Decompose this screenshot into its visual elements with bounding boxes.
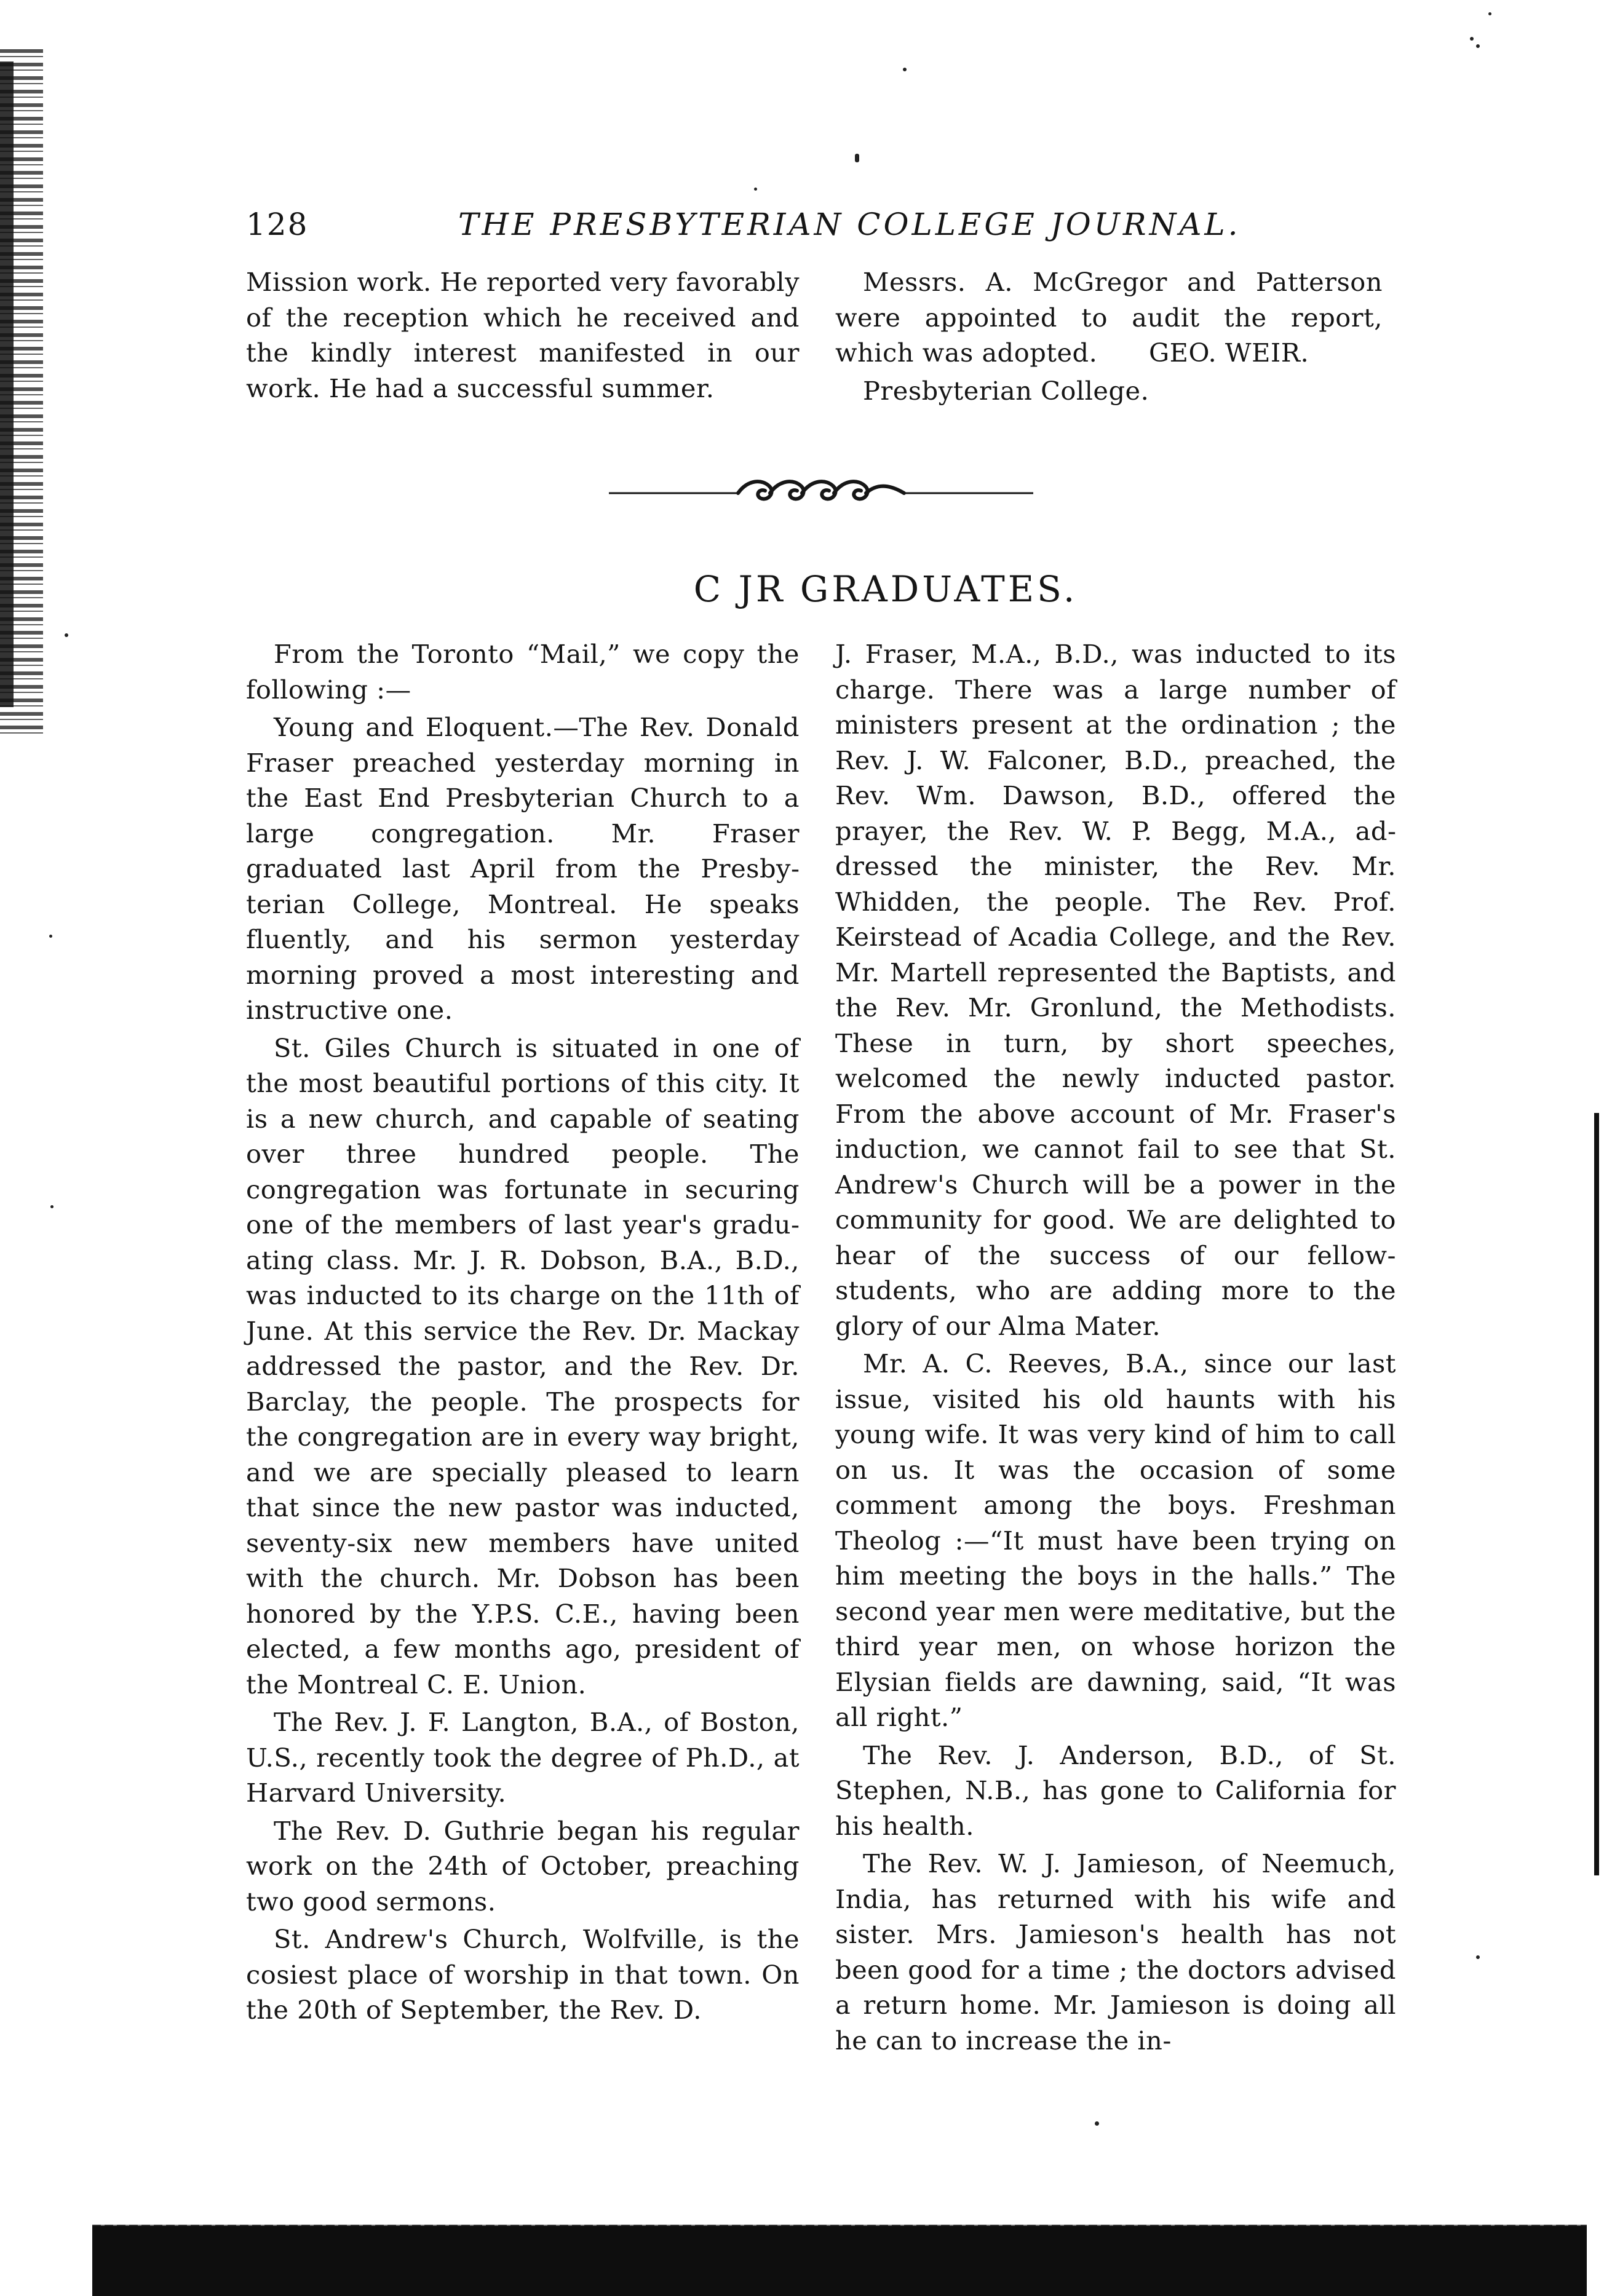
- bottom-scan-bar: [92, 2226, 1587, 2296]
- article-paragraph: The Rev. J. F. Langton, B.A., of Boston, U.S., recently took the degree of Ph.D., at Harvard University.: [246, 1707, 800, 1808]
- running-header: [246, 203, 1402, 258]
- speck: [1470, 37, 1474, 41]
- speck: [1476, 44, 1480, 48]
- top-left-column: [246, 264, 800, 406]
- signature-affiliation: Presbyterian College.: [863, 375, 1149, 406]
- article-paragraph: Mr. A. C. Reeves, B.A., since our last issue, visited his old haunts with his young wife. It was very kind of him to call on us. It was the occasion of some comment among the boys. Freshman Theolog :—“It must have been trying on him meeting the boys in the halls.” The second year men were meditative, but the third year men, on whose horizon the Elysian fields are dawning, said, “It was all right.”: [835, 1348, 1396, 1732]
- article-paragraph: From the Toronto “Mail,” we copy the following :—: [246, 639, 800, 705]
- article-paragraph: The Rev. W. J. Jamieson, of Neemuch, India, has returned with his wife and sister. Mrs. Jamieson's health has not been good for a time ; the doctors advised a return home. Mr. Jamieson is doing all he can to increase the in-: [835, 1848, 1396, 2056]
- speck: [1095, 2121, 1099, 2126]
- article-paragraph: St. Giles Church is situated in one of the most beautiful portions of this city. It is a new church, and capable of seating over three hundred people. The congregation was fortunate in securing one of the members of last year's graduating class. Mr. J. R. Dobson, B.A., B.D., was inducted to its charge on the 11th of June. At this service the Rev. Dr. Mackay addressed the pastor, and the Rev. Dr. Barclay, the people. The prospects for the congregation are in every way bright, and we are specially pleased to learn that since the new pastor was inducted, seventy-six new members have united with the church. Mr. Dobson has been honored by the Y.P.S. C.E., having been elected, a few months ago, president of the Montreal C. E. Union.: [246, 1032, 800, 1700]
- article-paragraph: The Rev. D. Guthrie began his regular work on the 24th of October, preaching two good sermons.: [246, 1815, 800, 1917]
- section-heading: C JR GRADUATES.: [693, 568, 1078, 610]
- audit-text: Messrs. A. McGregor and Patterson were appointed to audit the report, which was adopted.: [835, 267, 1383, 368]
- article-paragraph: Young and Eloquent.—The Rev. Donald Fraser preached yesterday morning in the East End Presbyterian Church to a large congregation. Mr. Fraser graduated last April from the Presbyterian College, Montreal. He speaks fluently, and his sermon yesterday morning proved a most interesting and instructive one.: [246, 712, 800, 1025]
- page-number: 128: [246, 207, 309, 242]
- speck: [65, 633, 68, 637]
- speck: [49, 935, 52, 938]
- speck: [903, 68, 907, 71]
- continued-paragraph: J. Fraser, M.A., B.D., was inducted to its charge. There was a large number of ministers present at the ordination ; the Rev. J. W. Falconer, B.D., preached, the Rev. Wm. Dawson, B.D., offered the prayer, the Rev. W. P. Begg, M.A., addressed the minister, the Rev. Mr. Whidden, the people. The Rev. Prof. Keirstead of Acadia College, and the Rev. Mr. Martell represented the Baptists, and the Rev. Mr. Gronlund, the Methodists. These in turn, by short speeches, welcomed the newly inducted pastor. From the above account of Mr. Fraser's induction, we cannot fail to see that St. Andrew's Church will be a power in the community for good. We are delighted to hear of the success of our fellow-students, who are adding more to the glory of our Alma Mater.: [835, 639, 1396, 1341]
- scroll-wave-divider-icon: [609, 467, 1033, 517]
- running-title: THE PRESBYTERIAN COLLEGE JOURNAL.: [458, 207, 1241, 242]
- main-right-column: [835, 636, 1396, 2058]
- binding-edge-dark: [0, 61, 14, 707]
- audit-paragraph: [835, 264, 1383, 371]
- speck: [1476, 1955, 1480, 1959]
- speck: [754, 188, 757, 191]
- main-left-column: [246, 636, 800, 2028]
- speck: [50, 1205, 54, 1208]
- top-right-column: [835, 264, 1383, 408]
- article-paragraph: The Rev. J. Anderson, B.D., of St. Stephen, N.B., has gone to California for his health.: [835, 1740, 1396, 1841]
- right-scan-edge: [1594, 1113, 1599, 1875]
- signature-name: GEO. WEIR.: [1149, 338, 1309, 368]
- article-paragraph: St. Andrew's Church, Wolfville, is the cosiest place of worship in that town. On the 20th of September, the Rev. D.: [246, 1924, 800, 2025]
- continued-paragraph: Mission work. He reported very favorably of the reception which he received and the kindly interest manifested in our work. He had a successful summer.: [246, 267, 800, 403]
- speck: [1488, 12, 1491, 15]
- speck: [855, 154, 859, 162]
